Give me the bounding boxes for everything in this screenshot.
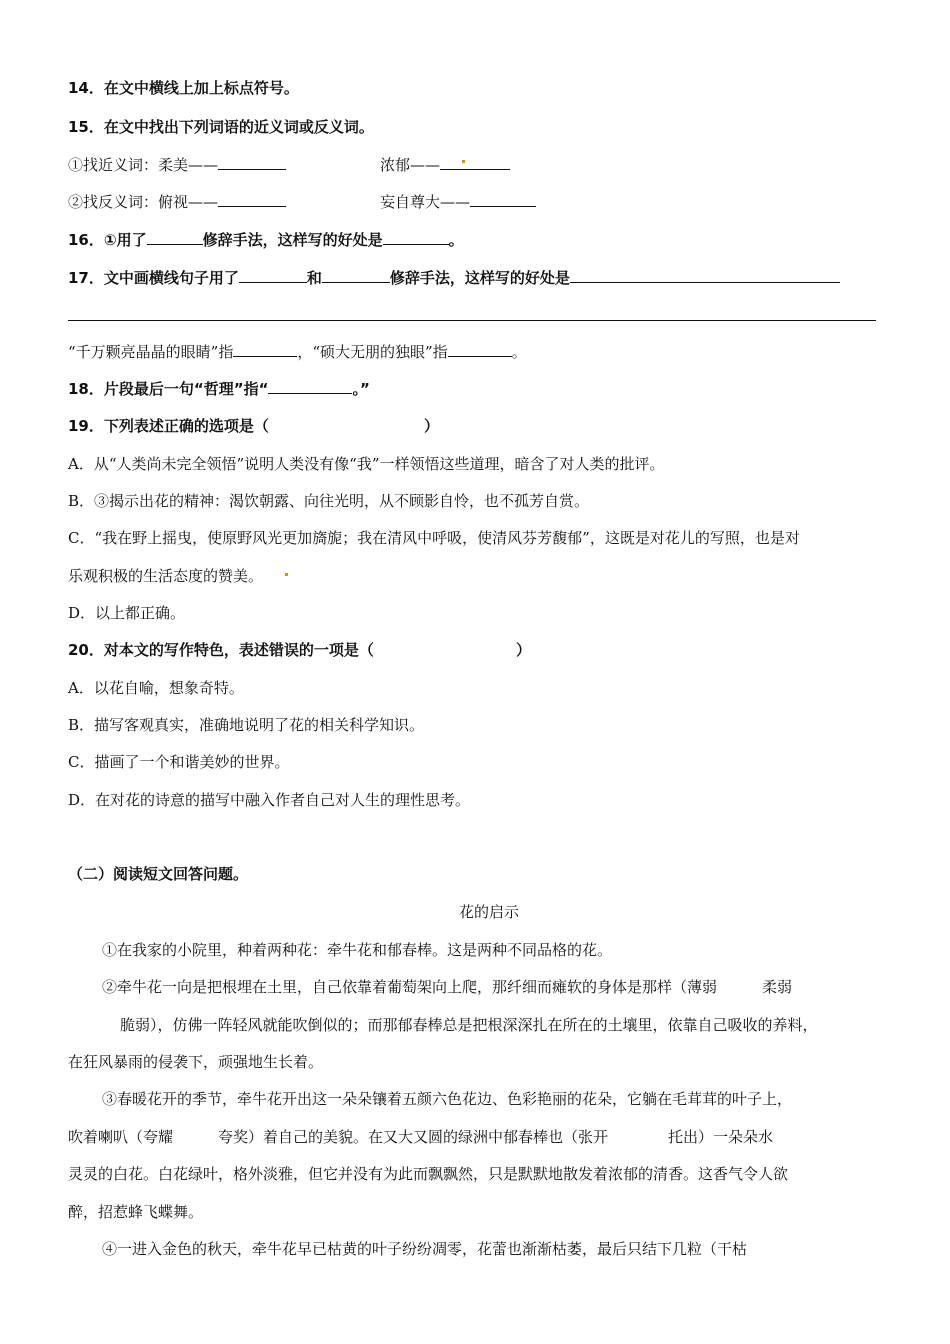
question-16-text-1: 16．①用了 — [68, 231, 147, 249]
passage-paragraph-2: ②牵牛花一向是把根埋在土里，自己依靠着葡萄架向上爬，那纤细而瘫软的身体是那样（薄弱 柔弱 — [102, 978, 793, 996]
question-17-sub-text-3: 。 — [511, 343, 527, 361]
answer-blank[interactable] — [218, 192, 286, 207]
question-14: 14．在文中横线上加上标点符号。 — [68, 79, 299, 97]
passage-paragraph-2-line-2: 脆弱），仿佛一阵轻风就能吹倒似的；而那郁春棒总是把根深深扎在所在的土壤里，依靠自己吸收的养料， — [120, 1016, 818, 1034]
answer-blank[interactable] — [440, 155, 510, 170]
answer-blank[interactable] — [383, 230, 449, 245]
answer-blank[interactable] — [233, 342, 297, 357]
option-19-c-cont: 乐观积极的生活态度的赞美。 — [68, 567, 264, 585]
marker-dot — [285, 573, 288, 576]
option-20-b[interactable]: B．描写客观真实，准确地说明了花的相关科学知识。 — [68, 716, 425, 734]
question-17-text-3: 修辞手法，这样写的好处是 — [389, 269, 570, 287]
question-20-close: ） — [516, 641, 532, 659]
answer-blank[interactable] — [322, 268, 390, 283]
question-15-synonym-row — [68, 155, 286, 175]
answer-blank[interactable] — [268, 379, 352, 394]
answer-blank[interactable] — [239, 268, 307, 283]
passage-paragraph-3: ③春暖花开的季节，牵牛花开出这一朵朵镶着五颜六色花边、色彩艳丽的花朵，它躺在毛茸茸的叶子上， — [102, 1090, 793, 1108]
question-18-text-1: 18．片段最后一句“哲理”指“ — [68, 380, 269, 398]
option-20-a[interactable]: A．以花自喻，想象奇特。 — [68, 679, 244, 697]
answer-blank[interactable] — [147, 230, 203, 245]
question-19: 19．下列表述正确的选项是（ — [68, 417, 269, 435]
option-20-c[interactable]: C．描画了一个和谐美妙的世界。 — [68, 753, 290, 771]
passage-title: 花的启示 — [459, 903, 520, 921]
question-17-sub-text-1: “千万颗亮晶晶的眼睛”指 — [68, 343, 234, 361]
passage-paragraph-1: ①在我家的小院里，种着两种花：牵牛花和郁春棒。这是两种不同品格的花。 — [102, 941, 613, 959]
antonym-label-1: ②找反义词：俯视—— — [68, 193, 219, 211]
question-15-antonym-row — [68, 192, 286, 212]
option-19-c[interactable]: C．“我在野上摇曳，使原野风光更加旖旎；我在清风中呼吸，使清风芬芳馥郁”，这既是对花儿的写照，也是对 — [68, 529, 800, 547]
option-19-a[interactable]: A．从“人类尚未完全领悟”说明人类没有像“我”一样领悟这些道理，暗含了对人类的批评。 — [68, 455, 665, 473]
passage-paragraph-4: ④一进入金色的秋天，牵牛花早已枯黄的叶子纷纷凋零，花蕾也渐渐枯萎，最后只结下几粒（干枯 — [102, 1240, 748, 1258]
passage-paragraph-3-line-4: 醉，招惹蜂飞蝶舞。 — [68, 1203, 204, 1221]
question-15: 15．在文中找出下列词语的近义词或反义词。 — [68, 118, 374, 136]
question-18 — [68, 379, 370, 399]
question-15-synonym-row-2 — [380, 155, 510, 175]
question-19-close: ） — [424, 417, 440, 435]
passage-paragraph-3-line-2: 吹着喇叭（夸耀 夸奖）着自己的美貌。在又大又圆的绿洲中郁春棒也（张开 托出）一朵朵水 — [68, 1128, 774, 1146]
answer-blank[interactable] — [570, 268, 840, 283]
synonym-label-1: ①找近义词：柔美—— — [68, 156, 219, 174]
answer-blank[interactable] — [218, 155, 286, 170]
passage-paragraph-3-line-3: 灵灵的白花。白花绿叶，格外淡雅，但它并没有为此而飘飘然，只是默默地散发着浓郁的清香。这香气令人欲 — [68, 1165, 789, 1183]
question-17-text-1: 17．文中画横线句子用了 — [68, 269, 239, 287]
question-16-text-2: 修辞手法，这样写的好处是 — [202, 231, 383, 249]
answer-line[interactable] — [68, 320, 876, 321]
question-17-text-2: 和 — [306, 269, 322, 287]
marker-dot — [462, 160, 465, 163]
question-17-sub — [68, 342, 527, 362]
answer-blank[interactable] — [448, 342, 512, 357]
question-20: 20．对本文的写作特色，表述错误的一项是（ — [68, 641, 374, 659]
question-16 — [68, 230, 464, 250]
question-18-text-2: 。” — [352, 380, 370, 398]
option-19-b[interactable]: B．③揭示出花的精神：渴饮朝露、向往光明，从不顾影自怜，也不孤芳自赏。 — [68, 492, 590, 510]
synonym-label-2: 浓郁—— — [380, 156, 441, 174]
section-heading: （二）阅读短文回答问题。 — [68, 865, 249, 883]
answer-blank[interactable] — [470, 192, 536, 207]
option-19-d[interactable]: D．以上都正确。 — [68, 604, 186, 622]
antonym-label-2: 妄自尊大—— — [380, 193, 471, 211]
question-15-antonym-row-2 — [380, 192, 536, 212]
option-20-d[interactable]: D．在对花的诗意的描写中融入作者自己对人生的理性思考。 — [68, 791, 471, 809]
question-17-sub-text-2: ，“硕大无朋的独眼”指 — [297, 343, 448, 361]
passage-paragraph-2-line-3: 在狂风暴雨的侵袭下，顽强地生长着。 — [68, 1053, 324, 1071]
question-17 — [68, 268, 840, 288]
question-16-text-3: 。 — [448, 231, 464, 249]
